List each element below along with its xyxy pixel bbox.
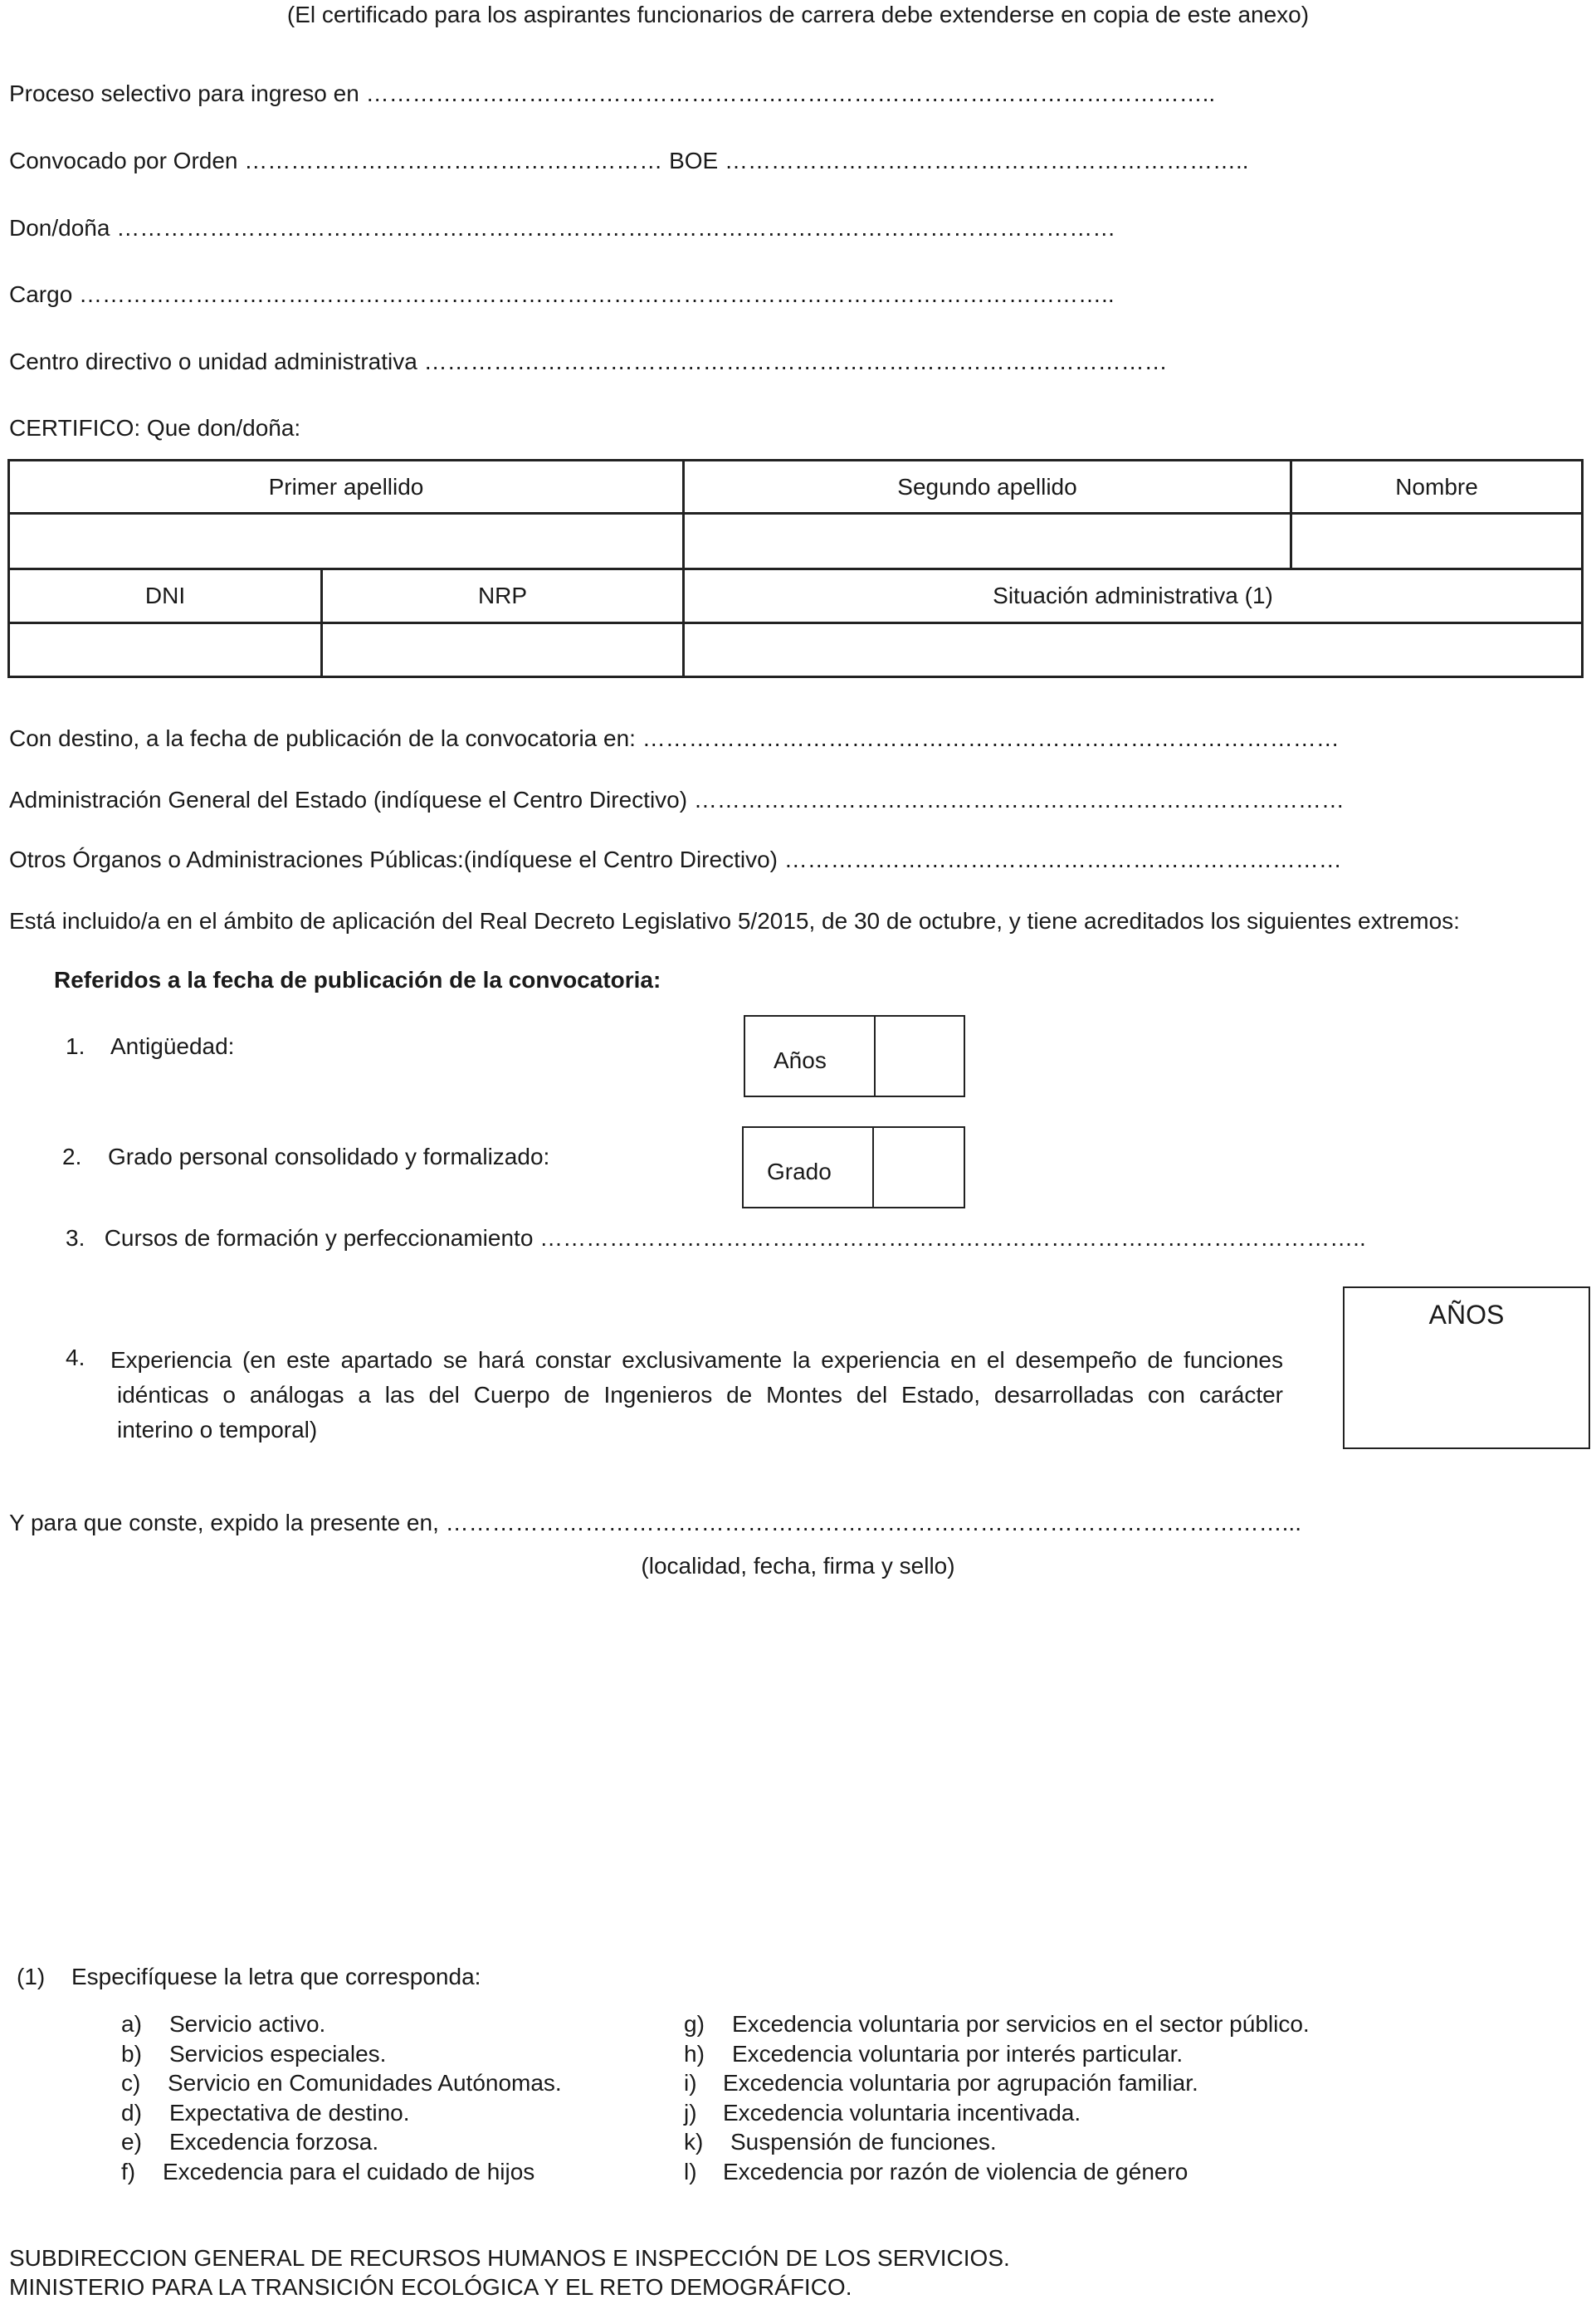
list-item: l) Excedencia por razón de violencia de género [684,2158,1188,2184]
list-item: f) Excedencia para el cuidado de hijos [121,2158,535,2184]
otros-line[interactable] [9,843,1582,876]
boe-label: BOE [669,148,719,173]
anos-upper-label: AÑOS [1428,1300,1505,1330]
input-segundo-apellido[interactable] [685,515,1290,568]
centro-line[interactable] [9,345,1582,378]
antiguedad-box[interactable] [744,1015,965,1097]
input-dni[interactable] [10,624,320,676]
boe-dots: ………………………………………………………….. [725,148,1249,173]
item2-number: 2. [62,1144,82,1169]
convocado-line[interactable] [9,144,1582,178]
con-destino-line[interactable] [9,722,1582,755]
input-nrp[interactable] [323,624,682,676]
con-destino-dots: ……………………………………………………………………………… [642,725,1340,751]
expido-dots: ………………………………………………………………………………………………... [445,1510,1301,1535]
item4-line1: Experiencia (en este apartado se hará constar exclusivamente la experiencia en el desempeño de funciones [110,1347,1283,1373]
header-primer-apellido: Primer apellido [268,473,424,500]
list-item: a) Servicio activo. [121,2011,326,2037]
item4-text [110,1343,1283,1378]
age-line[interactable] [9,783,1582,817]
grado-box[interactable] [742,1126,965,1208]
box-divider [872,1128,874,1207]
expido-line[interactable] [9,1506,1582,1540]
centro-label: Centro directivo o unidad administrativa [9,349,417,374]
otros-label: Otros Órganos o Administraciones Públicas:(indíquese el Centro Directivo) [9,847,778,872]
footer-ministerio: MINISTERIO PARA LA TRANSICIÓN ECOLÓGICA Y EL RETO DEMOGRÁFICO. [9,2274,852,2300]
nota-text: Especifíquese la letra que corresponda: [71,1964,481,1989]
header-situacion: Situación administrativa (1) [993,583,1273,608]
cargo-dots: …………………………………………………………………………………………………………………….. [79,281,1115,307]
convocado-dots: ……………………………………………… [244,148,663,173]
grado-label: Grado [767,1158,832,1184]
don-line[interactable] [9,212,1582,245]
input-nombre[interactable] [1292,515,1581,568]
list-item: d) Expectativa de destino. [121,2099,410,2126]
header-note: (El certificado para los aspirantes funcionarios de carrera debe extenderse en copia de este anexo) [286,2,1310,27]
input-primer-apellido[interactable] [10,515,682,568]
header-segundo-apellido: Segundo apellido [897,473,1077,500]
list-item: i) Excedencia voluntaria por agrupación familiar. [684,2070,1198,2096]
item3-line[interactable] [66,1223,1582,1253]
situacion-list-right [684,2009,1310,2186]
item3-dots: …………………………………………………………………………………………….. [539,1225,1366,1251]
don-dots: ………………………………………………………………………………………………………………… [116,215,1116,241]
item4-text-2 [117,1378,1283,1413]
referidos-heading: Referidos a la fecha de publicación de la convocatoria: [54,967,661,993]
convocado-label: Convocado por Orden [9,148,238,173]
item2-label: Grado personal consolidado y formalizado: [108,1144,550,1169]
list-item: e) Excedencia forzosa. [121,2129,379,2155]
item1-number: 1. [66,1033,85,1059]
centro-dots: …………………………………………………………………………………… [423,349,1168,374]
situacion-list-left [121,2009,562,2186]
header-nrp: NRP [477,583,528,608]
nota-mark: (1) [17,1964,46,1989]
age-label: Administración General del Estado (indíquese el Centro Directivo) [9,787,688,813]
header-dni: DNI [144,583,186,608]
don-label: Don/doña [9,215,110,241]
list-item: k) Suspensión de funciones. [684,2129,997,2155]
footer-subdireccion: SUBDIRECCION GENERAL DE RECURSOS HUMANOS E INSPECCIÓN DE LOS SERVICIOS. [9,2245,1010,2271]
anos-label: Años [774,1047,827,1073]
item3-number: 3. [66,1225,85,1251]
proceso-dots: ……………………………………………………………………………………………….. [365,81,1216,106]
list-item: h) Excedencia voluntaria por interés particular. [684,2040,1184,2067]
item4-line2: idénticas o análogas a las del Cuerpo de Ingenieros de Montes del Estado, desarrolladas con carácter [117,1382,1283,1408]
item3-label: Cursos de formación y perfeccionamiento [104,1225,534,1251]
incluido-text: Está incluido/a en el ámbito de aplicación del Real Decreto Legislativo 5/2015, de 30 de octubre, y tiene acreditados los siguientes extremos: [9,908,1460,934]
item4-number: 4. [66,1345,85,1370]
list-item: c) Servicio en Comunidades Autónomas. [121,2070,562,2096]
localidad-caption: (localidad, fecha, firma y sello) [641,1553,955,1579]
header-nombre: Nombre [1395,473,1478,500]
expido-label: Y para que conste, expido la presente en, [9,1510,439,1535]
list-item: j) Excedencia voluntaria incentivada. [684,2099,1081,2126]
con-destino-label: Con destino, a la fecha de publicación de la convocatoria en: [9,725,636,751]
age-dots: ………………………………………………………………………… [693,787,1345,813]
experiencia-box[interactable] [1343,1286,1590,1449]
item4-line3: interino o temporal) [117,1417,318,1442]
proceso-label: Proceso selectivo para ingreso en [9,81,359,106]
otros-dots: ……………………………………………………………… [783,847,1342,872]
list-item: b) Servicios especiales. [121,2040,387,2067]
box-divider [874,1017,876,1096]
cargo-label: Cargo [9,281,73,307]
certifico-text: CERTIFICO: Que don/doña: [9,415,301,441]
proceso-line[interactable] [9,77,1582,110]
cargo-line[interactable] [9,278,1582,311]
item1-label: Antigüedad: [110,1033,235,1059]
input-situacion[interactable] [685,624,1581,676]
list-item: g) Excedencia voluntaria por servicios en el sector público. [684,2011,1310,2037]
